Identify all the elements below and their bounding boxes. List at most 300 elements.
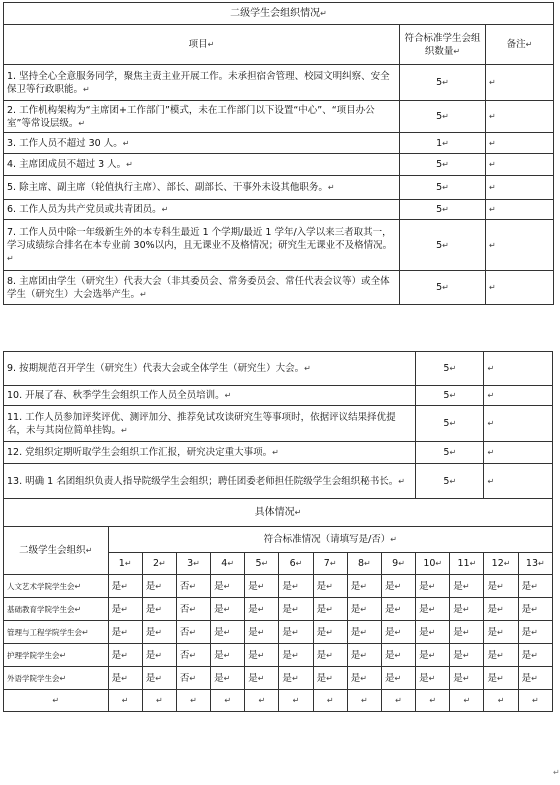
org-value-text: 是 — [521, 649, 532, 661]
table-row — [4, 464, 553, 499]
paragraph-mark: ↵ — [121, 673, 128, 683]
org-name — [4, 644, 109, 667]
criterion-count — [400, 176, 486, 200]
criterion-count-text: 5 — [436, 182, 443, 193]
org-name-text: 外语学院学生会 — [7, 673, 60, 683]
paragraph-mark: ↵ — [462, 604, 470, 614]
org-value — [381, 598, 415, 621]
criterion-note — [486, 154, 554, 176]
paragraph-mark: ↵ — [74, 581, 82, 591]
paragraph-mark: ↵ — [487, 448, 495, 457]
org-value — [108, 644, 142, 667]
criterion-note — [486, 133, 554, 154]
paragraph-mark: ↵ — [442, 240, 449, 250]
org-value — [245, 667, 279, 690]
org-value-text: 是 — [521, 626, 532, 638]
standard-number — [518, 553, 552, 575]
org-value — [211, 598, 245, 621]
paragraph-mark: ↵ — [224, 391, 232, 400]
paragraph-mark: ↵ — [398, 476, 405, 486]
header-item-text: 项目 — [188, 39, 208, 50]
paragraph-mark: ↵ — [360, 627, 367, 637]
paragraph-mark: ↵ — [78, 118, 86, 128]
paragraph-mark: ↵ — [121, 425, 128, 435]
criterion-text — [4, 271, 400, 305]
criterion-count-text: 1 — [436, 137, 443, 149]
paragraph-mark: ↵ — [489, 183, 496, 192]
org-value — [176, 644, 210, 667]
org-value-text: 是 — [214, 649, 224, 661]
org-value-text: 是 — [145, 672, 156, 684]
org-value — [450, 667, 484, 690]
empty-cell — [142, 690, 176, 712]
paragraph-mark: ↵ — [360, 673, 367, 683]
table-row — [4, 133, 554, 154]
paragraph-mark: ↵ — [428, 604, 436, 614]
standard-number-text: 1 — [118, 558, 125, 569]
criteria-table-part1 — [3, 2, 554, 305]
paragraph-mark: ↵ — [428, 650, 436, 660]
org-value-text: 是 — [282, 580, 292, 592]
org-value-text: 是 — [487, 580, 497, 592]
org-value — [518, 621, 552, 644]
paragraph-mark: ↵ — [227, 559, 235, 568]
table-title-text: 二级学生会组织情况 — [230, 8, 321, 19]
paragraph-mark: ↵ — [496, 650, 504, 660]
paragraph-mark: ↵ — [121, 696, 129, 705]
org-value-text: 是 — [453, 672, 463, 684]
org-value-text: 是 — [419, 603, 429, 615]
paragraph-mark: ↵ — [155, 604, 162, 614]
table-row — [4, 690, 553, 712]
paragraph-mark: ↵ — [553, 768, 560, 777]
standard-number — [176, 553, 210, 575]
org-value-text: 是 — [384, 580, 395, 592]
standard-number — [416, 553, 450, 575]
standard-number — [108, 553, 142, 575]
org-value — [381, 575, 415, 598]
org-value — [108, 575, 142, 598]
standard-number-text: 8 — [357, 558, 365, 569]
org-value-text: 是 — [248, 580, 258, 592]
paragraph-mark: ↵ — [394, 604, 402, 614]
table-row — [4, 667, 553, 690]
paragraph-mark: ↵ — [487, 391, 495, 400]
org-value — [108, 621, 142, 644]
org-value — [142, 575, 176, 598]
criterion-note — [486, 220, 554, 271]
paragraph-mark: ↵ — [496, 581, 504, 591]
org-value — [416, 667, 450, 690]
org-value — [142, 621, 176, 644]
criterion-text-text: 8. 主席团由学生（研究生）代表大会（非其委员会、常务委员会、常任代表会议等）或全体学生（研究生）大会选举产生。 — [7, 275, 390, 300]
paragraph-mark: ↵ — [360, 581, 367, 591]
paragraph-mark: ↵ — [272, 448, 279, 457]
paragraph-mark: ↵ — [257, 627, 265, 637]
empty-cell — [108, 690, 142, 712]
org-value-text: 是 — [111, 580, 122, 592]
empty-cell — [518, 690, 552, 712]
criterion-count-text: 5 — [436, 239, 443, 251]
org-value-text: 否 — [179, 626, 190, 638]
criterion-count — [400, 154, 486, 176]
table-row — [4, 386, 553, 406]
org-value-text: 否 — [179, 649, 190, 661]
table-row — [4, 575, 553, 598]
table-row — [4, 200, 554, 220]
org-value-text: 是 — [145, 649, 156, 661]
org-value-text: 是 — [248, 649, 258, 661]
paragraph-mark: ↵ — [291, 627, 299, 637]
paragraph-mark: ↵ — [223, 673, 231, 683]
org-value — [381, 667, 415, 690]
paragraph-mark: ↵ — [189, 650, 197, 660]
org-value-text: 是 — [487, 626, 497, 638]
paragraph-mark: ↵ — [449, 476, 457, 486]
standard-number-text: 9 — [392, 558, 399, 569]
org-value — [450, 621, 484, 644]
paragraph-mark: ↵ — [531, 581, 538, 591]
org-value — [279, 667, 313, 690]
detail-title-text: 具体情况 — [254, 507, 295, 518]
rows1-body — [4, 65, 554, 305]
paragraph-mark: ↵ — [442, 183, 449, 192]
paragraph-mark: ↵ — [189, 627, 197, 637]
org-value — [416, 598, 450, 621]
org-value-text: 是 — [419, 649, 429, 661]
paragraph-mark: ↵ — [442, 205, 449, 214]
org-value — [518, 644, 552, 667]
paragraph-mark: ↵ — [140, 289, 147, 299]
standard-number-text: 4 — [221, 558, 228, 569]
paragraph-mark: ↵ — [487, 476, 495, 486]
paragraph-mark: ↵ — [223, 627, 231, 637]
criterion-count-text: 5 — [443, 418, 450, 429]
paragraph-mark: ↵ — [158, 559, 166, 568]
criterion-count-text: 5 — [436, 282, 443, 293]
paragraph-mark: ↵ — [428, 673, 436, 683]
criterion-count-text: 5 — [443, 447, 450, 458]
criterion-text-text: 2. 工作机构架构为“主席团+工作部门”模式，未在工作部门以下设置“中心”、“项目办公室”等常设层级。 — [7, 104, 375, 129]
org-value — [279, 598, 313, 621]
criterion-text-text: 7. 工作人员中除一年级新生外的本专科生最近 1 个学期/最近 1 学年/入学以来三者取其一，学习成绩综合排名在本专业前 30%以内，且无课业不及格情况；研究生无课业不及格情况。 — [7, 226, 393, 251]
org-value-text: 是 — [453, 626, 463, 638]
org-value — [450, 598, 484, 621]
criterion-text — [4, 406, 416, 442]
criterion-text-text: 6. 工作人员为共产党员或共青团员。 — [7, 204, 162, 215]
paragraph-mark: ↵ — [449, 419, 457, 428]
criterion-text-text: 10. 开展了春、秋季学生会组织工作人员全员培训。 — [7, 390, 225, 401]
org-value — [450, 644, 484, 667]
org-value-text: 是 — [419, 672, 429, 684]
org-value — [347, 667, 381, 690]
paragraph-mark: ↵ — [428, 581, 436, 591]
org-name-text: 基础教育学院学生会 — [7, 604, 75, 614]
paragraph-mark: ↵ — [291, 673, 299, 683]
empty-cell — [176, 690, 210, 712]
empty-cell — [245, 690, 279, 712]
org-value-text: 是 — [248, 626, 258, 638]
org-value — [416, 644, 450, 667]
paragraph-mark: ↵ — [531, 673, 538, 683]
paragraph-mark: ↵ — [462, 627, 470, 637]
paragraph-mark: ↵ — [428, 627, 436, 637]
org-name-text: 护理学院学生会 — [7, 650, 60, 660]
org-value — [313, 667, 347, 690]
criterion-count — [400, 65, 486, 101]
org-value — [211, 667, 245, 690]
criterion-text — [4, 176, 400, 200]
standard-number — [347, 553, 381, 575]
org-value-text: 是 — [316, 649, 327, 661]
paragraph-mark: ↵ — [361, 696, 368, 705]
org-value — [108, 667, 142, 690]
org-value — [450, 575, 484, 598]
paragraph-mark: ↵ — [190, 696, 197, 705]
criteria-table-part2 — [3, 351, 553, 712]
criterion-count — [416, 464, 484, 499]
org-value — [313, 598, 347, 621]
paragraph-mark: ↵ — [224, 696, 232, 705]
paragraph-mark: ↵ — [326, 650, 333, 660]
criterion-text — [4, 220, 400, 271]
table-row — [4, 621, 553, 644]
org-value-text: 是 — [521, 580, 532, 592]
paragraph-mark: ↵ — [497, 696, 505, 705]
paragraph-mark: ↵ — [291, 604, 299, 614]
org-value — [381, 644, 415, 667]
paragraph-mark: ↵ — [121, 650, 128, 660]
paragraph-mark: ↵ — [294, 508, 302, 517]
paragraph-mark: ↵ — [489, 240, 496, 250]
org-name-text: 人文艺术学院学生会 — [7, 581, 75, 591]
paragraph-mark: ↵ — [394, 627, 402, 637]
org-value — [245, 644, 279, 667]
criterion-note — [486, 176, 554, 200]
org-value — [176, 667, 210, 690]
org-value-text: 是 — [350, 603, 361, 615]
standard-number — [245, 553, 279, 575]
criterion-text — [4, 200, 400, 220]
header-note — [486, 25, 554, 65]
paragraph-mark: ↵ — [449, 448, 457, 457]
criterion-count — [416, 352, 484, 386]
paragraph-mark: ↵ — [85, 546, 93, 555]
paragraph-mark: ↵ — [258, 696, 266, 705]
org-value-text: 是 — [316, 580, 327, 592]
paragraph-mark: ↵ — [52, 696, 60, 705]
criterion-text — [4, 442, 416, 464]
paragraph-mark: ↵ — [326, 627, 333, 637]
criterion-count-text: 5 — [436, 77, 443, 88]
org-value-text: 是 — [521, 603, 532, 615]
org-value-text: 是 — [419, 626, 429, 638]
paragraph-mark: ↵ — [155, 673, 162, 683]
org-value-text: 是 — [282, 626, 292, 638]
standard-number-text: 3 — [187, 558, 194, 569]
criterion-text — [4, 154, 400, 176]
paragraph-mark: ↵ — [207, 40, 215, 49]
header-count-text: 符合标准学生会组织数量 — [404, 32, 481, 57]
criterion-note — [484, 352, 553, 386]
org-value — [279, 644, 313, 667]
paragraph-mark: ↵ — [395, 696, 402, 705]
paragraph-mark: ↵ — [429, 696, 437, 705]
org-value — [347, 621, 381, 644]
paragraph-mark: ↵ — [489, 78, 496, 87]
org-value-text: 否 — [179, 580, 190, 592]
paragraph-mark: ↵ — [189, 673, 197, 683]
org-name — [4, 667, 109, 690]
empty-cell — [484, 690, 518, 712]
criterion-text-text: 9. 按期规范召开学生（研究生）代表大会或全体学生（研究生）大会。 — [7, 363, 305, 374]
standard-number — [142, 553, 176, 575]
paragraph-mark: ↵ — [320, 9, 327, 18]
org-value-text: 是 — [453, 603, 463, 615]
org-value — [279, 621, 313, 644]
org-name — [4, 598, 109, 621]
table-row — [4, 220, 554, 271]
criterion-note — [486, 65, 554, 101]
criterion-note — [484, 386, 553, 406]
paragraph-mark: ↵ — [7, 253, 14, 263]
paragraph-mark: ↵ — [257, 650, 265, 660]
org-value-text: 是 — [384, 672, 395, 684]
standard-number-text: 13 — [525, 558, 539, 569]
table-title — [4, 3, 554, 25]
standard-number — [484, 553, 518, 575]
org-value — [176, 575, 210, 598]
paragraph-mark: ↵ — [463, 696, 471, 705]
detail-std-header — [108, 527, 552, 553]
paragraph-mark: ↵ — [155, 581, 162, 591]
paragraph-mark: ↵ — [469, 559, 477, 568]
standard-number-text: 5 — [255, 558, 262, 569]
table-row — [4, 598, 553, 621]
criterion-text-text: 3. 工作人员不超过 30 人。 — [7, 137, 123, 149]
org-value-text: 是 — [350, 626, 361, 638]
paragraph-mark: ↵ — [442, 160, 449, 169]
criterion-note — [486, 101, 554, 133]
criterion-text — [4, 386, 416, 406]
criterion-count-text: 5 — [436, 159, 443, 170]
org-value — [416, 575, 450, 598]
org-value — [142, 598, 176, 621]
standard-number — [279, 553, 313, 575]
paragraph-mark: ↵ — [291, 581, 299, 591]
criterion-text-text: 1. 坚持全心全意服务同学，聚焦主责主业开展工作。未承担宿舍管理、校园文明纠察、安全保卫等行政职能。 — [7, 70, 390, 95]
paragraph-mark: ↵ — [394, 650, 402, 660]
org-name — [4, 575, 109, 598]
org-value-text: 是 — [487, 603, 497, 615]
criterion-count — [400, 200, 486, 220]
criterion-text-text: 13. 明确 1 名团组织负责人指导院级学生会组织；聘任团委老师担任院级学生会组织秘书长。 — [7, 475, 399, 487]
paragraph-mark: ↵ — [326, 696, 334, 705]
paragraph-mark: ↵ — [489, 138, 496, 148]
criterion-text — [4, 464, 416, 499]
org-value — [347, 575, 381, 598]
paragraph-mark: ↵ — [435, 559, 443, 568]
paragraph-mark: ↵ — [462, 581, 470, 591]
criterion-note — [484, 464, 553, 499]
org-value-text: 是 — [316, 626, 327, 638]
table-row — [4, 406, 553, 442]
paragraph-mark: ↵ — [329, 559, 337, 568]
criterion-note — [484, 406, 553, 442]
standard-number — [211, 553, 245, 575]
paragraph-mark: ↵ — [257, 604, 265, 614]
paragraph-mark: ↵ — [193, 559, 200, 568]
org-value-text: 是 — [282, 649, 292, 661]
org-value — [176, 598, 210, 621]
org-name — [4, 621, 109, 644]
paragraph-mark: ↵ — [449, 364, 457, 373]
criterion-text-text: 5. 除主席、副主席（轮值执行主席）、部长、副部长、干事外未设其他职务。 — [7, 182, 328, 193]
org-value-text: 是 — [248, 603, 258, 615]
paragraph-mark: ↵ — [489, 160, 496, 169]
paragraph-mark: ↵ — [442, 283, 449, 292]
paragraph-mark: ↵ — [531, 627, 538, 637]
org-value — [245, 621, 279, 644]
standard-number-text: 6 — [289, 558, 296, 569]
org-value-text: 是 — [316, 672, 327, 684]
paragraph-mark: ↵ — [121, 627, 128, 637]
org-value — [313, 621, 347, 644]
paragraph-mark: ↵ — [295, 559, 303, 568]
org-value — [518, 598, 552, 621]
org-value-text: 是 — [145, 580, 156, 592]
org-value-text: 是 — [214, 580, 224, 592]
org-value — [313, 644, 347, 667]
org-value-text: 是 — [316, 603, 327, 615]
table-row — [4, 442, 553, 464]
table-row — [4, 65, 554, 101]
rows2-body — [4, 352, 553, 499]
org-value-text: 是 — [111, 672, 122, 684]
paragraph-mark: ↵ — [503, 559, 511, 568]
paragraph-mark: ↵ — [126, 160, 133, 169]
empty-cell — [279, 690, 313, 712]
paragraph-mark: ↵ — [82, 627, 89, 637]
paragraph-mark: ↵ — [223, 604, 231, 614]
org-value-text: 是 — [521, 672, 532, 684]
org-value-text: 是 — [111, 626, 122, 638]
criterion-count — [400, 271, 486, 305]
criterion-count-text: 5 — [436, 111, 443, 122]
paragraph-mark: ↵ — [327, 183, 335, 192]
paragraph-mark: ↵ — [122, 138, 130, 148]
standard-number-text: 10 — [423, 558, 436, 569]
org-value-text: 是 — [487, 649, 497, 661]
paragraph-mark: ↵ — [121, 604, 128, 614]
paragraph-mark: ↵ — [442, 138, 449, 148]
paragraph-mark: ↵ — [462, 650, 470, 660]
org-value-text: 是 — [350, 649, 361, 661]
paragraph-mark: ↵ — [531, 604, 538, 614]
criterion-count — [416, 386, 484, 406]
detail-title — [4, 499, 553, 527]
paragraph-mark: ↵ — [121, 581, 128, 591]
paragraph-mark: ↵ — [360, 650, 367, 660]
org-value-text: 是 — [282, 672, 292, 684]
detail-org-body — [4, 575, 553, 712]
criterion-note — [484, 442, 553, 464]
paragraph-mark: ↵ — [326, 673, 333, 683]
org-value-text: 是 — [214, 626, 224, 638]
paragraph-mark: ↵ — [453, 46, 461, 56]
paragraph-mark: ↵ — [74, 604, 82, 614]
criterion-text — [4, 101, 400, 133]
